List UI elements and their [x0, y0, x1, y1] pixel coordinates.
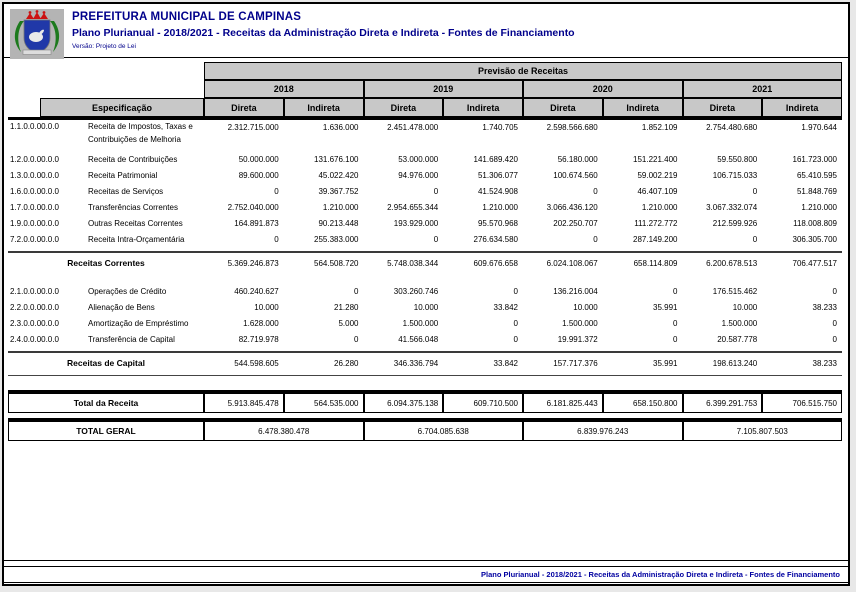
subtotal-label: Receitas de Capital [67, 358, 145, 368]
row-label-cell [8, 152, 204, 168]
table-row [8, 168, 842, 184]
row-value: 151.221.400 [633, 155, 678, 164]
row-value: 1.500.000 [562, 319, 598, 328]
subtotal-value: 26.280 [334, 359, 359, 368]
subtotal-value: 33.842 [493, 359, 518, 368]
row-value: 2.954.655.344 [387, 203, 439, 212]
table-header-row-group [8, 62, 842, 80]
row-value: 193.929.000 [393, 219, 439, 228]
row-name: Receita de Impostos, Taxas e Contribuições de Melhoria [88, 122, 193, 144]
row-name: Outras Receitas Correntes [88, 219, 183, 228]
row-label-cell [8, 168, 204, 184]
row-value: 164.891.873 [234, 219, 279, 228]
row-name: Alienação de Bens [88, 303, 155, 312]
subtotal-row [8, 255, 842, 272]
row-code: 2.1.0.0.00.0.0 [10, 287, 59, 296]
row-code: 1.2.0.0.00.0.0 [10, 155, 59, 164]
row-value: 2.312.715.000 [227, 123, 279, 132]
row-value: 10.000 [413, 303, 439, 312]
row-name: Receita de Contribuições [88, 155, 178, 164]
row-label-cell [8, 120, 204, 152]
row-value: 1.500.000 [402, 319, 439, 328]
grand-total-row [8, 421, 842, 441]
subtotal-value: 35.991 [653, 359, 678, 368]
row-value: 1.852.109 [641, 123, 678, 132]
section-gap [8, 272, 842, 284]
row-value: 56.180.000 [557, 155, 598, 164]
row-code: 2.2.0.0.00.0.0 [10, 303, 59, 312]
column-header: Direta [204, 98, 284, 117]
subtotal-value: 609.676.658 [473, 259, 518, 268]
year-header: 2020 [523, 80, 683, 98]
grand-total-label: TOTAL GERAL [8, 421, 204, 441]
row-value: 90.213.448 [318, 219, 359, 228]
subtotal-divider [8, 251, 842, 253]
row-value: 33.842 [493, 303, 518, 312]
row-value: 59.002.219 [637, 171, 678, 180]
column-header: Direta [364, 98, 444, 117]
row-value: 276.634.580 [473, 235, 518, 244]
row-value: 45.022.420 [318, 171, 359, 180]
row-value: 0 [752, 235, 758, 244]
row-value: 303.260.746 [393, 287, 439, 296]
row-value: 5.000 [338, 319, 359, 328]
year-header: 2021 [683, 80, 843, 98]
row-value: 46.407.109 [637, 187, 678, 196]
row-value: 0 [673, 335, 678, 344]
row-value: 106.715.033 [712, 171, 758, 180]
total-value: 564.535.000 [284, 393, 364, 413]
row-value: 1.740.705 [482, 123, 518, 132]
row-value: 10.000 [732, 303, 758, 312]
row-value: 3.067.332.074 [706, 203, 758, 212]
row-code: 1.1.0.0.00.0.0 [10, 122, 59, 131]
row-value: 118.008.809 [793, 219, 837, 228]
row-value: 1.970.644 [801, 123, 837, 132]
total-value: 5.913.845.478 [204, 393, 284, 413]
row-value: 212.599.926 [712, 219, 758, 228]
row-value: 0 [274, 187, 279, 196]
row-value: 50.000.000 [238, 155, 279, 164]
row-name: Transferência de Capital [88, 335, 175, 344]
grand-total-value: 6.704.085.638 [364, 421, 524, 441]
subtotal-value: 157.717.376 [553, 359, 598, 368]
subtotal-value: 706.477.517 [792, 259, 837, 268]
header-spacer [8, 80, 204, 98]
report-page [2, 2, 850, 586]
row-code: 1.3.0.0.00.0.0 [10, 171, 59, 180]
row-label-cell [8, 216, 204, 232]
row-value: 53.000.000 [398, 155, 439, 164]
row-value: 0 [513, 287, 518, 296]
row-name: Amortização de Empréstimo [88, 319, 189, 328]
header-titles [72, 9, 575, 54]
table-body [8, 120, 842, 376]
row-value: 176.515.462 [712, 287, 758, 296]
row-value: 0 [433, 235, 439, 244]
row-value: 0 [513, 335, 518, 344]
row-value: 82.719.978 [238, 335, 279, 344]
total-value: 658.150.800 [603, 393, 683, 413]
row-label-cell [8, 316, 204, 332]
row-name: Transferências Correntes [88, 203, 178, 212]
row-value: 10.000 [254, 303, 279, 312]
row-value: 95.570.968 [477, 219, 518, 228]
row-code: 2.4.0.0.00.0.0 [10, 335, 59, 344]
subtotal-value: 658.114.809 [633, 259, 678, 268]
row-value: 39.367.752 [318, 187, 359, 196]
row-value: 65.410.595 [796, 171, 837, 180]
row-value: 255.383.000 [314, 235, 359, 244]
row-value: 1.500.000 [721, 319, 758, 328]
row-name: Receitas de Serviços [88, 187, 164, 196]
row-label-cell [8, 284, 204, 300]
row-value: 20.587.778 [717, 335, 758, 344]
total-value: 6.094.375.138 [364, 393, 444, 413]
table-row [8, 200, 842, 216]
row-value: 0 [593, 187, 598, 196]
column-header: Direta [523, 98, 603, 117]
footer-bar [4, 566, 848, 583]
row-value: 460.240.627 [234, 287, 279, 296]
row-value: 1.210.000 [482, 203, 518, 212]
row-value: 0 [832, 335, 837, 344]
row-code: 2.3.0.0.00.0.0 [10, 319, 59, 328]
row-value: 1.628.000 [243, 319, 279, 328]
row-value: 2.598.566.680 [546, 123, 598, 132]
row-label-cell [8, 184, 204, 200]
subtotal-divider [8, 351, 842, 353]
row-value: 0 [752, 187, 758, 196]
report-header [4, 4, 848, 58]
table-header-row-years [8, 80, 842, 98]
row-value: 0 [354, 335, 359, 344]
row-value: 202.250.707 [553, 219, 598, 228]
subtotal-value: 564.508.720 [314, 259, 359, 268]
subtotal-value: 198.613.240 [712, 359, 758, 368]
total-value: 6.399.291.753 [683, 393, 763, 413]
footer-divider [4, 560, 848, 561]
row-value: 51.306.077 [477, 171, 518, 180]
row-name: Receita Intra-Orçamentária [88, 235, 185, 244]
column-header: Direta [683, 98, 763, 117]
row-label-cell [8, 300, 204, 316]
row-name: Operações de Crédito [88, 287, 167, 296]
table-row [8, 120, 842, 152]
row-value: 0 [832, 319, 837, 328]
subtotal-label: Receitas Correntes [67, 258, 145, 268]
subtotal-value: 6.200.678.513 [706, 259, 758, 268]
table-row [8, 332, 842, 348]
subtotal-value: 38.233 [812, 359, 837, 368]
row-value: 0 [354, 287, 359, 296]
year-header: 2019 [364, 80, 524, 98]
row-code: 1.9.0.0.00.0.0 [10, 219, 59, 228]
row-value: 111.272.772 [634, 219, 678, 228]
table-row [8, 152, 842, 168]
row-value: 0 [832, 287, 837, 296]
total-value: 706.515.750 [762, 393, 842, 413]
org-name: PREFEITURA MUNICIPAL DE CAMPINAS [72, 11, 302, 23]
row-value: 3.066.436.120 [546, 203, 598, 212]
total-label: Total da Receita [8, 393, 204, 413]
row-value: 287.149.200 [633, 235, 678, 244]
row-value: 0 [433, 187, 439, 196]
spec-header: Especificação [40, 98, 204, 117]
column-header: Indireta [284, 98, 364, 117]
row-value: 0 [673, 319, 678, 328]
row-value: 41.566.048 [398, 335, 439, 344]
column-header: Indireta [443, 98, 523, 117]
row-value: 2.752.040.000 [227, 203, 279, 212]
table-row [8, 316, 842, 332]
row-value: 141.689.420 [473, 155, 518, 164]
row-value: 38.233 [812, 303, 837, 312]
row-value: 136.216.004 [553, 287, 598, 296]
row-value: 0 [673, 287, 678, 296]
row-name: Receita Patrimonial [88, 171, 158, 180]
spec-header-wrap [8, 98, 204, 117]
table-row [8, 300, 842, 316]
row-code: 1.7.0.0.00.0.0 [10, 203, 59, 212]
row-code: 1.6.0.0.00.0.0 [10, 187, 59, 196]
subtotal-bottom-divider [8, 375, 842, 376]
table-row [8, 284, 842, 300]
row-value: 51.848.769 [796, 187, 837, 196]
row-value: 306.305.700 [792, 235, 837, 244]
subtotal-row [8, 355, 842, 372]
row-value: 89.600.000 [238, 171, 279, 180]
grand-total-value: 6.839.976.243 [523, 421, 683, 441]
row-value: 0 [513, 319, 518, 328]
subtotal-value: 544.598.605 [234, 359, 279, 368]
row-value: 100.674.560 [553, 171, 598, 180]
column-header: Indireta [762, 98, 842, 117]
row-value: 59.550.800 [717, 155, 758, 164]
row-value: 2.754.480.680 [706, 123, 758, 132]
row-label-cell [8, 332, 204, 348]
row-value: 41.524.908 [477, 187, 518, 196]
row-value: 94.976.000 [398, 171, 439, 180]
grand-total-value: 6.478.380.478 [204, 421, 364, 441]
table-header-row-columns [8, 98, 842, 117]
row-label-cell [8, 232, 204, 248]
row-label-cell [8, 200, 204, 216]
row-value: 0 [274, 235, 279, 244]
row-value: 35.991 [653, 303, 678, 312]
revenue-table [8, 62, 842, 441]
subtotal-value: 346.336.794 [393, 359, 439, 368]
row-value: 19.991.372 [557, 335, 598, 344]
row-value: 2.451.478.000 [387, 123, 439, 132]
table-row [8, 232, 842, 248]
row-value: 0 [593, 235, 598, 244]
row-value: 21.280 [334, 303, 359, 312]
row-value: 1.210.000 [322, 203, 359, 212]
total-row [8, 393, 842, 413]
campinas-coat-of-arms-icon [10, 9, 64, 59]
report-title: Plano Plurianual - 2018/2021 - Receitas da Administração Direta e Indireta - Fontes de Financiamento [72, 27, 575, 39]
subtotal-value: 5.748.038.344 [387, 259, 439, 268]
row-value: 1.210.000 [801, 203, 837, 212]
column-header: Indireta [603, 98, 683, 117]
row-value: 131.676.100 [314, 155, 359, 164]
subtotal-value: 6.024.108.067 [546, 259, 598, 268]
row-value: 1.636.000 [322, 123, 359, 132]
year-header: 2018 [204, 80, 364, 98]
row-code: 7.2.0.0.00.0.0 [10, 235, 59, 244]
report-version: Versão: Projeto de Lei [72, 43, 136, 50]
table-row [8, 184, 842, 200]
row-value: 161.723.000 [792, 155, 837, 164]
footer-text: Plano Plurianual - 2018/2021 - Receitas da Administração Direta e Indireta - Fontes de Financiamento [480, 570, 840, 579]
group-header: Previsão de Receitas [204, 62, 842, 80]
row-value: 1.210.000 [641, 203, 678, 212]
grand-total-value: 7.105.807.503 [683, 421, 843, 441]
row-value: 10.000 [573, 303, 598, 312]
total-value: 6.181.825.443 [523, 393, 603, 413]
header-spacer [8, 62, 204, 80]
table-row [8, 216, 842, 232]
subtotal-value: 5.369.246.873 [227, 259, 279, 268]
total-value: 609.710.500 [443, 393, 523, 413]
